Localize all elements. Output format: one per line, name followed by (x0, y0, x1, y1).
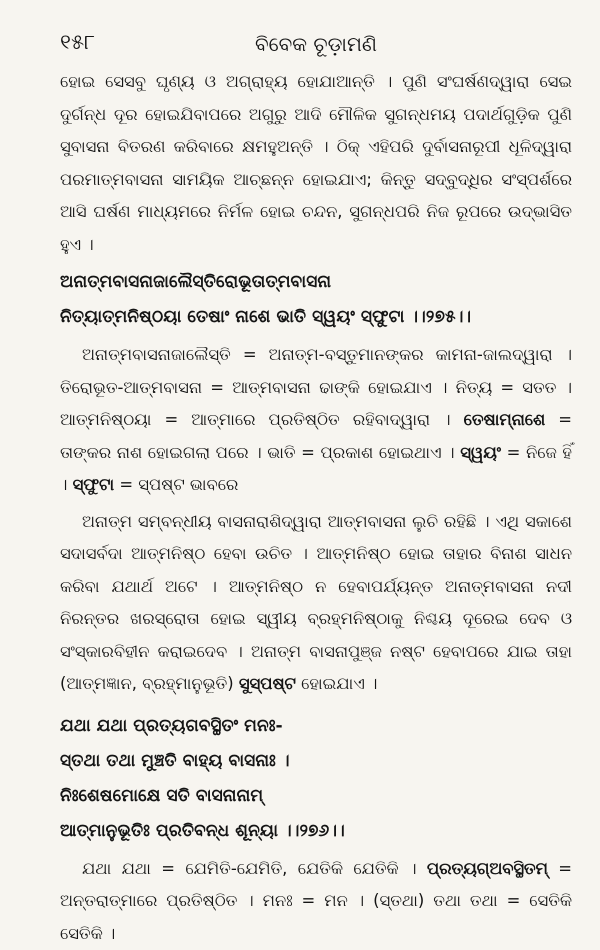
glossary-275-text-3: = ନିଜେ ହିଁ । (60, 443, 572, 495)
running-title: ବିବେକ ଚୂଡ଼ାମଣି (60, 32, 572, 56)
page-number: ୧୫୮ (60, 30, 95, 55)
commentary-275-text-2: ହୋଇଯାଏ । (296, 674, 377, 693)
glossary-276-text-1: ଯଥା ଯଥା = ଯେମିତି-ଯେମିତି, ଯେତିକି ଯେତିକି । (82, 859, 416, 878)
verse-276-line-2: ସ୍ତଥା ତଥା ମୁଞ୍ଚତି ବାହ୍ୟ ବାସନାଃ । (60, 744, 572, 779)
glossary-275-text-1: ଅନାତ୍ମବାସନାଜାଲୈସ୍ତି = ଅନାତ୍ମ-ବସ୍ତୁମାନଙ୍କର କାମନା-ଜାଲଦ୍ୱାରା । ତିରୋଭୂତ-ଆତ୍ମବାସନା = ଆତ୍ମବାସନା ଢାଙ୍କି ହୋଇଯାଏ । ନିତ୍ୟ = ସତତ । ଆତ୍ମନିଷ୍ଠୟା = ଆତ୍ମାରେ ପ୍ରତିଷ୍ଠିତ ରହିବାଦ୍ୱାରା । (60, 345, 572, 429)
commentary-275-text-1: ଅନାତ୍ମ ସମ୍ବନ୍ଧୀୟ ବାସନାରାଶିଦ୍ୱାରା ଆତ୍ମବାସନା ଲୁଚି ରହିଛି । ଏଥି ସକାଶେ ସଦାସର୍ବଦା ଆତ୍ମନିଷ୍ଠ ହେବା ଉଚିତ । ଆତ୍ମନିଷ୍ଠ ହୋଇ ତାହାର ବିନାଶ ସାଧନ କରିବା ଯଥାର୍ଥ ଅଟେ । ଆତ୍ମନିଷ୍ଠ ନ ହେବାପର୍ଯ୍ୟନ୍ତ ଅନାତ୍ମବାସନା ନଦୀ ନିରନ୍ତର ଖରସ୍ରୋତା ହୋଇ ସ୍ୱୀୟ ବ୍ରହ୍ମନିଷ୍ଠାକୁ ନିଶ୍ଚୟ ଦୂରେଇ ଦେବ ଓ ସଂସ୍କାରବିହୀନ କରାଇଦେବ । ଅନାତ୍ମ ବାସନାପୁଞ୍ଜ ନଷ୍ଟ ହେବାପରେ ଯାଇ ତାହା (ଆତ୍ମଜ୍ଞାନ, ବ୍ରହ୍ମାନୁଭୂତି) (60, 512, 572, 694)
glossary-275 (60, 339, 572, 502)
paragraph-continued: ହୋଇ ସେସବୁ ଘୃଣ୍ୟ ଓ ଅଗ୍ରାହ୍ୟ ହୋଯାଆନ୍ତି । ପୁଣି ସଂଘର୍ଷଣଦ୍ୱାରା ସେଇ ଦୁର୍ଗନ୍ଧ ଦୂର ହୋଇଯିବାପରେ ଅଗୁରୁ ଆଦି ମୌଳିକ ସୁଗନ୍ଧମୟ ପଦାର୍ଥଗୁଡ଼ିକ ପୁଣି ସୁବାସନା ବିତରଣ କରିବାରେ କ୍ଷମହୁଅନ୍ତି । ଠିକ୍ ଏହିପରି ଦୁର୍ବାସନାରୂପୀ ଧୂଳିଦ୍ୱାରା ପରମାତ୍ମବାସନା ସାମୟିକ ଆଚ୍ଛନ୍ନ ହୋଇଯାଏ; କିନ୍ତୁ ସଦ୍‌ବୁଦ୍ଧିର ସଂସ୍ପର୍ଶରେ ଆସି ଘର୍ଷଣ ମାଧ୍ୟମରେ ନିର୍ମଳ ହୋଇ ଚନ୍ଦନ, ସୁଗନ୍ଧପରି ନିଜ ରୂପରେ ଉଦ୍‌ଭାସିତ ହୁଏ । (60, 66, 572, 261)
verse-276 (60, 709, 572, 849)
commentary-275 (60, 506, 572, 701)
glossary-275-term-2: ସ୍ୱୟଂ (460, 443, 501, 462)
verse-275-line-2: ନିତ୍ୟାତ୍ମନିଷ୍ଠୟା ତେଷାଂ ନାଶେ ଭାତି ସ୍ୱୟଂ ସ୍ଫୁଟା ।।୨୭୫।। (60, 300, 572, 335)
verse-276-line-1: ଯଥା ଯଥା ପ୍ରତ୍ୟଗବସ୍ଥିତଂ ମନଃ- (60, 709, 572, 744)
glossary-276 (60, 853, 572, 950)
commentary-275-term-1: ସୁସ୍ପଷ୍ଟ (239, 674, 296, 693)
glossary-275-text-2: = ତାଙ୍କର ନାଶ ହୋଇଗଲା ପରେ । ଭାତି = ପ୍ରକାଶ ହୋଇଥାଏ । (60, 410, 572, 462)
verse-276-line-3: ନିଃଶେଷମୋକ୍ଷେ ସତି ବାସନାନାମ୍ (60, 779, 572, 814)
verse-275-line-1: ଅନାତ୍ମବାସନାଜାଲୈସ୍ତିରୋଭୂତାତ୍ମବାସନା (60, 265, 572, 300)
verse-275 (60, 265, 572, 335)
page-header (60, 0, 572, 66)
glossary-275-text-4: = ସ୍ପଷ୍ଟ ଭାବରେ (114, 475, 238, 494)
glossary-275-term-1: ତେଷାମ୍‌ନାଶେ (464, 410, 546, 429)
glossary-276-text-2: = ଅନ୍ତରାତ୍ମାରେ ପ୍ରତିଷ୍ଠିତ । ମନଃ = ମନ । (ସ୍ତଥା) ତଥା ତଥା = ସେତିକି ସେତିକି । (60, 859, 572, 943)
glossary-275-term-3: ସ୍ଫୁଟା (73, 475, 115, 494)
verse-276-line-4: ଆତ୍ମାନୁଭୂତିଃ ପ୍ରତିବନ୍ଧ ଶୂନ୍ୟା ।।୨୭୬।। (60, 814, 572, 849)
glossary-276-term-1: ପ୍ରତ୍ୟଗ୍‌ଅବସ୍ଥିତମ୍ (427, 859, 548, 878)
